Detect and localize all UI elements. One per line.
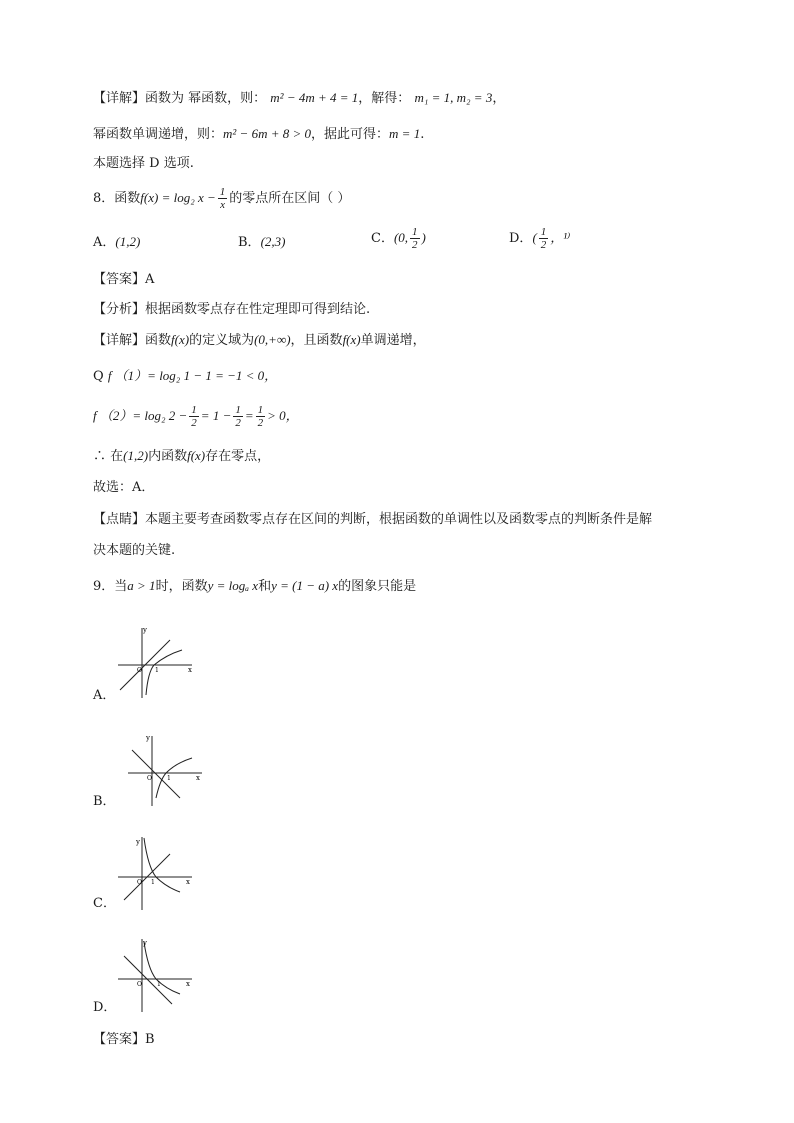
q8-answer: 【答案】A (93, 272, 155, 287)
option-a: A．(1,2) (93, 234, 141, 250)
svg-text:1: 1 (151, 879, 155, 886)
option-d: D．( $\frac{1}{2}$ ，¹⁾ (509, 226, 571, 251)
option-c: C．(0, $\frac{1}{2}$ ) (371, 226, 426, 251)
option-b: B．(2,3) (238, 234, 286, 250)
graph-c (118, 832, 198, 912)
fraction: $\frac{1}{x}$ (219, 186, 226, 211)
q8-comment-2: 决本题的关键. (93, 543, 176, 558)
answer-choice-line: 本题选择 D 选项. (93, 156, 194, 171)
graph-c-label: C． (93, 896, 116, 911)
svg-text:O: O (137, 879, 142, 886)
svg-text:x: x (186, 878, 190, 886)
graph-a (118, 620, 198, 700)
q8-analysis: 【分析】根据函数零点存在性定理即可得到结论. (93, 302, 371, 317)
question-9-stem: 9．当a > 1时，函数y = logₐ x和y = (1 − a) x的图象只能是 (93, 578, 417, 594)
svg-text:y: y (136, 838, 140, 846)
svg-text:x: x (196, 774, 200, 782)
q9-answer: 【答案】B (93, 1032, 155, 1047)
q8-conclusion: 故选：A． (93, 480, 155, 495)
q8-step-3: ∴ 在(1,2)内函数f(x)存在零点， (93, 448, 271, 464)
svg-text:y: y (143, 939, 147, 947)
graph-b (128, 728, 208, 808)
svg-text:y: y (146, 734, 150, 742)
graph-d-label: D． (93, 1000, 117, 1015)
svg-text:O: O (147, 775, 152, 782)
x-axis-label: x (188, 666, 192, 674)
graph-d (118, 934, 198, 1014)
svg-text:O: O (137, 981, 142, 988)
q8-detail: 【详解】函数f(x)的定义域为(0,+∞)，且函数f(x)单调递增， (93, 332, 426, 348)
svg-text:x: x (186, 980, 190, 988)
detail-line-1: 【详解】函数为 幂函数，则： m² − 4m + 4 = 1，解得： m₁ = 1, m₂ = 3， (93, 90, 506, 106)
one-label: 1 (155, 667, 159, 674)
graph-a-label: A． (93, 688, 116, 703)
y-axis-label: y (143, 626, 147, 634)
detail-line-2: 幂函数单调递增，则：m² − 6m + 8 > 0，据此可得：m = 1. (93, 126, 425, 142)
question-8-stem: 8．函数f(x) = log₂ x − $\frac{1}{x}$ 的零点所在区间（ ） (93, 186, 351, 211)
svg-text:1: 1 (167, 775, 171, 782)
svg-text:1: 1 (157, 981, 161, 988)
detail-tag: 【详解】 (93, 91, 146, 106)
origin-label: O (137, 667, 142, 674)
q8-step-1: Q f （1）= log₂ 1 − 1 = −1 < 0， (93, 368, 278, 384)
question-8-options (93, 226, 713, 256)
graph-b-label: B． (93, 794, 116, 809)
q8-comment-1: 【点睛】本题主要考查函数零点存在区间的判断，根据函数的单调性以及函数零点的判断条件是解 (93, 512, 653, 527)
q8-step-2: f （2）= log₂ 2 − $\frac{1}{2}$ = 1 − $\frac{1}{2}$ = $\frac{1}{2}$ > 0， (93, 404, 299, 429)
